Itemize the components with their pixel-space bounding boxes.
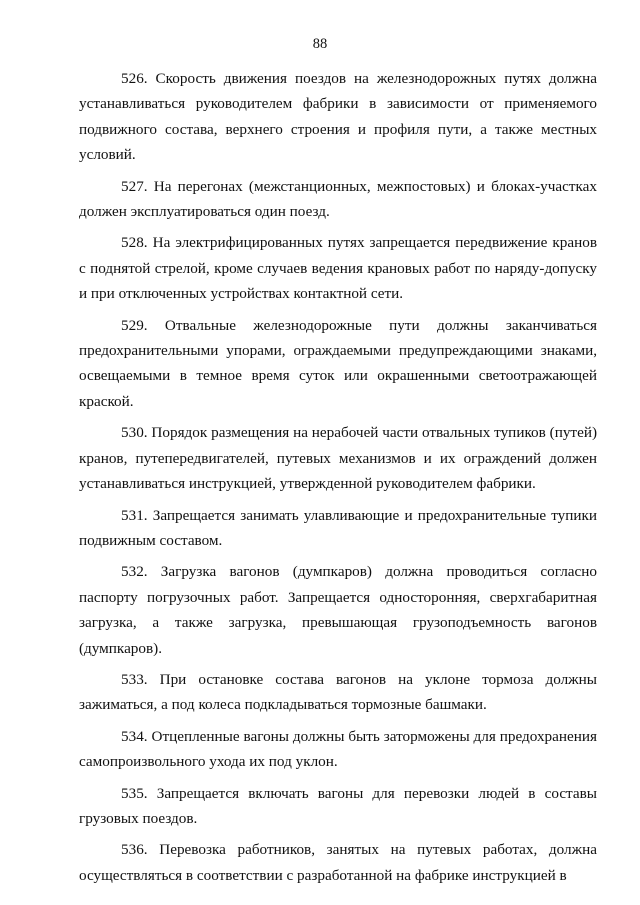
paragraph-528: 528. На электрифицированных путях запрещается передвижение кранов с поднятой стрелой, кроме случаев ведения крановых работ по наряду-допуску и при отключенных устройствах контактной сети. [79, 234, 597, 303]
paragraph-526: 526. Скорость движения поездов на железнодорожных путях должна устанавливаться руководителем фабрики в зависимости от применяемого подвижного состава, верхнего строения и профиля пути, а также местных условий. [79, 70, 597, 164]
paragraph-532: 532. Загрузка вагонов (думпкаров) должна проводиться согласно паспорту погрузочных работ. Запрещается односторонняя, сверхгабаритная загрузка, а также загрузка, превышающая грузоподъемность вагонов (думпкаров). [79, 563, 597, 657]
page-number: 88 [312, 36, 328, 52]
paragraph-527: 527. На перегонах (межстанционных, межпостовых) и блоках-участках должен эксплуатироваться один поезд. [79, 177, 597, 221]
paragraph-533: 533. При остановке состава вагонов на уклоне тормоза должны зажиматься, а под колеса подкладываться тормозные башмаки. [79, 670, 597, 714]
paragraph-535: 535. Запрещается включать вагоны для перевозки людей в составы грузовых поездов. [79, 784, 597, 827]
paragraph-531: 531. Запрещается занимать улавливающие и предохранительные тупики подвижным составом. [79, 506, 597, 549]
paragraph-536: 536. Перевозка работников, занятых на путевых работах, должна осуществляться в соответствии с разработанной на фабрике инструкцией в [79, 841, 597, 884]
paragraph-530: 530. Порядок размещения на нерабочей части отвальных тупиков (путей) кранов, путепередвигателей, путевых механизмов и их ограждений должен устанавливаться инструкцией, утвержденной руководителем фабрики. [79, 424, 597, 493]
paragraph-534: 534. Отцепленные вагоны должны быть заторможены для предохранения самопроизвольного ухода их под уклон. [79, 727, 597, 771]
paragraph-529: 529. Отвальные железнодорожные пути должны заканчиваться предохранительными упорами, ограждаемыми предупреждающими знаками, освещаемыми в темное время суток или окрашенными светоотражающей краской. [79, 316, 597, 410]
document-body [79, 66, 597, 894]
